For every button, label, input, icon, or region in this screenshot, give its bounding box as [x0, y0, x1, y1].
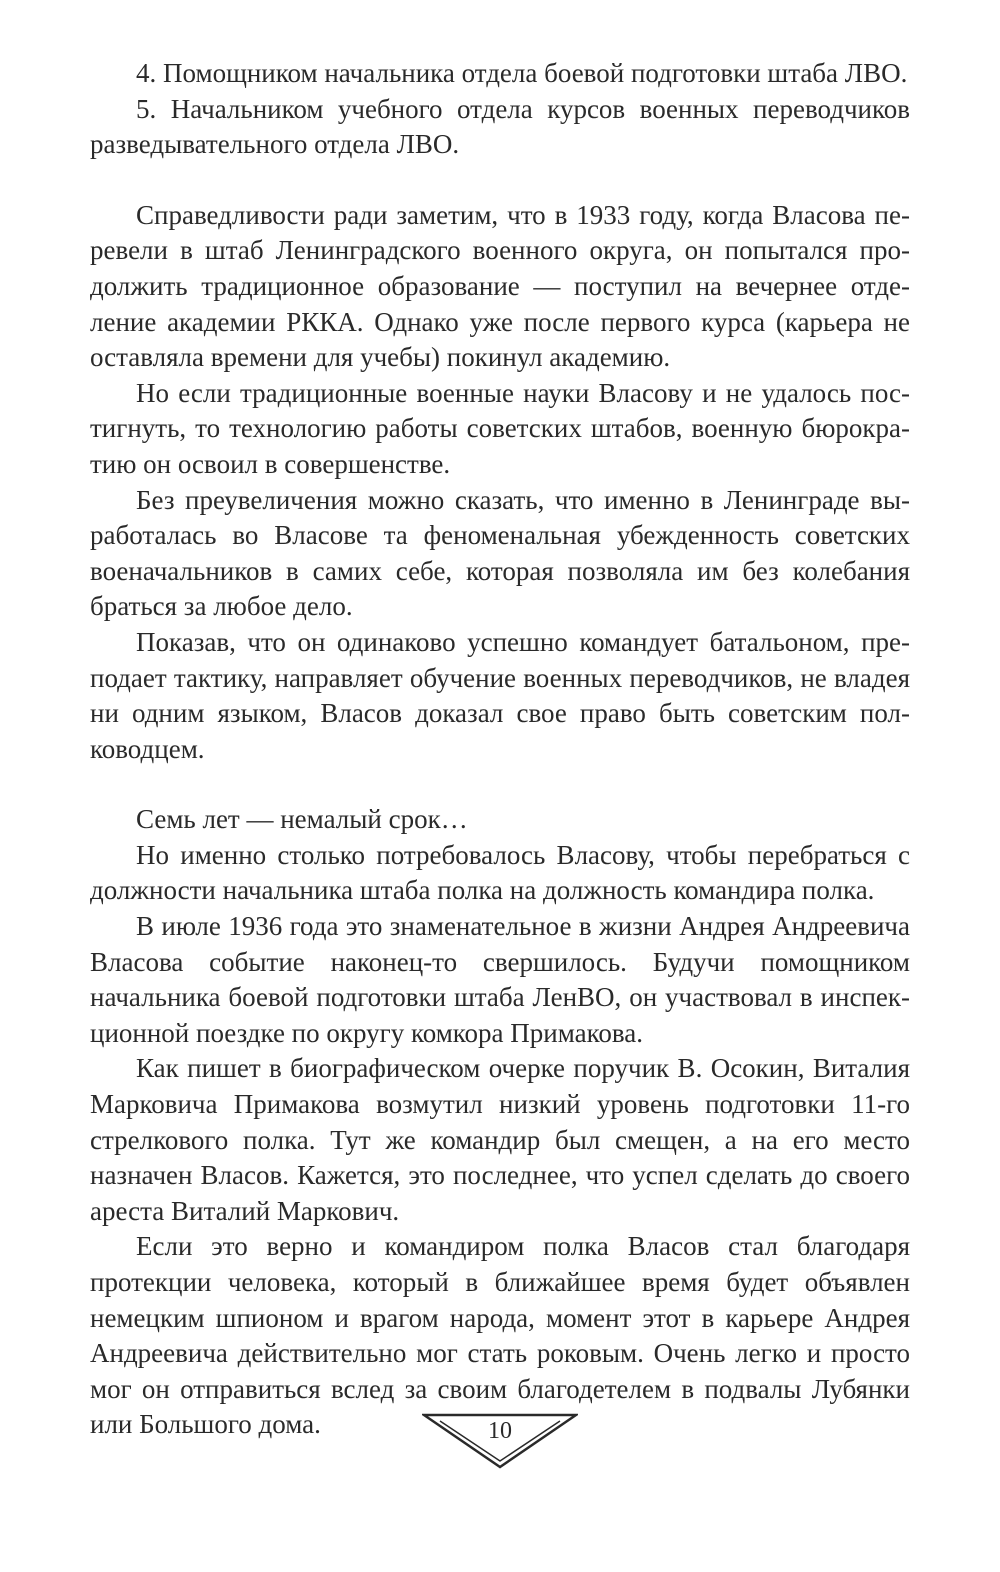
section-gap — [90, 163, 910, 198]
paragraph: В июле 1936 года это знаменательное в жизни Андрея Андреевича Власова событие наконец-то свершилось. Будучи помощником начальника боевой подготовки штаба ЛенВО, он участвовал в инспекционной поездке по округу комкора Примакова. — [90, 911, 910, 1048]
section-gap — [90, 767, 910, 802]
paragraph: Но если традиционные военные науки Власову и не удалось постигнуть, то технологию работы советских штабов, военную бюрократию он освоил в совершенстве. — [90, 377, 910, 479]
page-footer — [422, 1413, 578, 1469]
paragraph: Без преувеличения можно сказать, что именно в Ленинграде выработалась во Власове та феноменальная убежденность советских военачальников в самих себе, которая позволяла им без колебания браться за любое дело. — [90, 484, 910, 622]
page-body — [90, 56, 910, 1443]
paragraph: Как пишет в биографическом очерке поручик В. Осокин, Виталия Марковича Примакова возмутил низкий уровень подготовки 11-го стрелкового полка. Тут же командир был смещен, а на его место назначен Власов. Кажется, это последнее, что успел сделать до своего ареста Виталий Маркович. — [90, 1053, 910, 1226]
paragraph: Но именно столько потребовалось Власову, чтобы перебраться с должности начальника штаба полка на должность командира полка. — [90, 839, 910, 906]
paragraph: Семь лет — немалый срок… — [136, 804, 468, 835]
list-item-4: 4. Помощником начальника отдела боевой подготовки штаба ЛВО. — [136, 58, 908, 88]
paragraph: Показав, что он одинаково успешно командует батальоном, преподает тактику, направляет обучение военных переводчиков, не владея ни одним языком, Власов доказал свое право быть советским полководцем. — [90, 626, 910, 764]
list-item-5: 5. Начальником учебного отдела курсов военных переводчиков разведывательного отдела ЛВО. — [90, 93, 910, 160]
paragraph: Справедливости ради заметим, что в 1933 году, когда Власова перевели в штаб Ленинградского военного округа, он попытался продолжить традиционное образование — поступил на вечернее отделение академии РККА. Однако уже после первого курса (карьера не оставляла времени для учебы) покинул академию. — [90, 199, 910, 373]
page-number: 10 — [488, 1418, 512, 1444]
paragraph: Если это верно и командиром полка Власов стал благодаря протекции человека, который в ближайшее время будет объявлен немецким шпионом и врагом народа, момент этот в карьере Андрея Андреевича действительно мог стать роковым. Очень легко и просто мог он отправиться вслед за своим благодетелем в подвалы Лубянки или Большого дома. — [90, 1231, 910, 1440]
